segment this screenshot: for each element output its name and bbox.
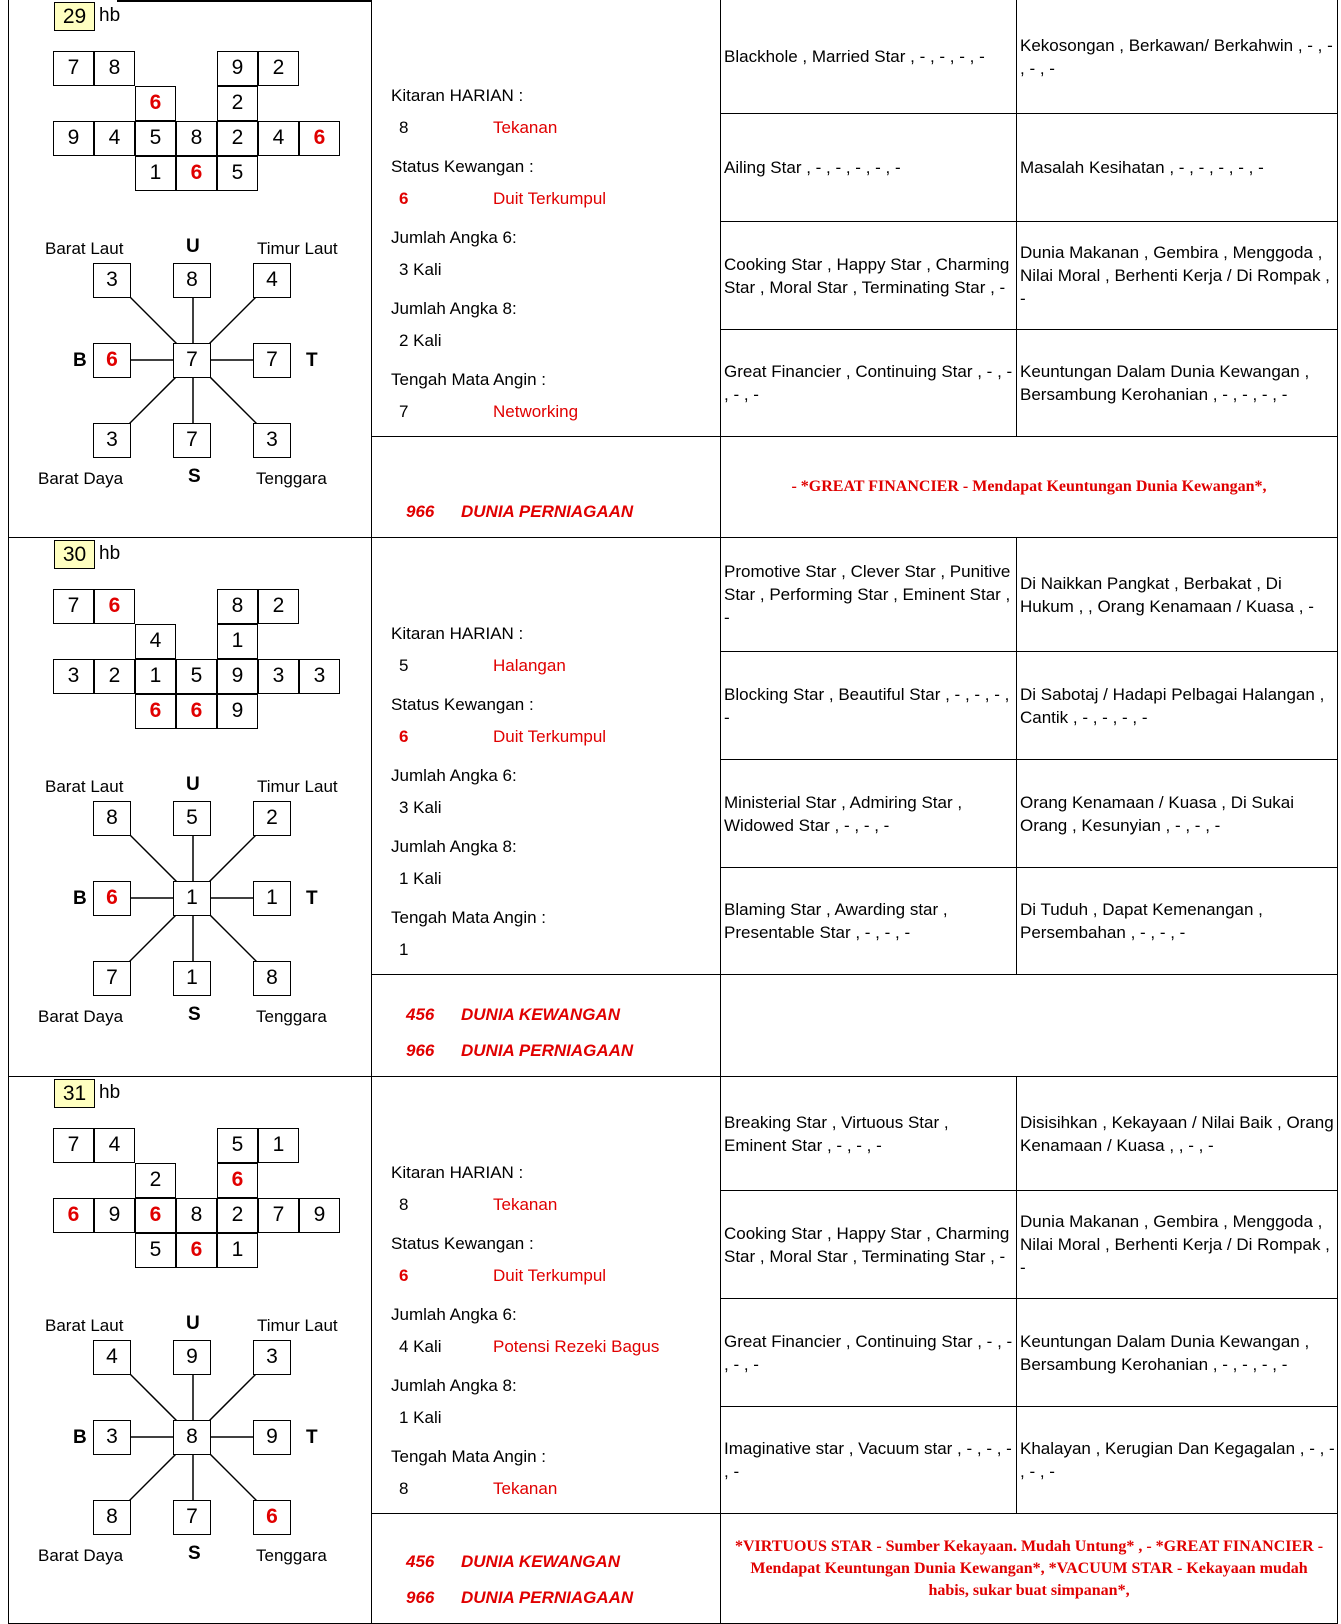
- star-english: Cooking Star , Happy Star , Charming Star , Moral Star , Terminating Star , -: [721, 222, 1017, 329]
- star-malay: Di Tuduh , Dapat Kemenangan , Persembahan , - , - , -: [1020, 900, 1263, 942]
- direction-east: T: [306, 888, 318, 909]
- star-english: Great Financier , Continuing Star , - , - , - , -: [721, 1299, 1017, 1406]
- status-kewangan-label: Status Kewangan :: [391, 157, 534, 176]
- jumlah-angka-6-label: Jumlah Angka 6:: [391, 766, 517, 785]
- status-kewangan-value: 6: [399, 189, 409, 208]
- star-english: Breaking Star , Virtuous Star , Eminent Star , - , - , -: [721, 1077, 1017, 1190]
- summary-code: 966: [406, 502, 435, 521]
- status-kewangan-value: 6: [399, 727, 409, 746]
- direction-north: U: [186, 1313, 200, 1334]
- jumlah-angka-8-label: Jumlah Angka 8:: [391, 299, 517, 318]
- compass-cell-c: 1: [173, 881, 211, 916]
- star-row: [721, 0, 1338, 114]
- star-english: Great Financier , Continuing Star , - , - , - , -: [721, 330, 1017, 436]
- day-diagram-panel: [8, 0, 372, 538]
- compass-cell-sw: 8: [93, 1500, 131, 1535]
- grid-cell: 6: [135, 1198, 176, 1233]
- compass-cell-se: 8: [253, 961, 291, 996]
- compass-cell-sw: 7: [93, 961, 131, 996]
- star-notes: - *GREAT FINANCIER - Mendapat Keuntungan Dunia Kewangan*,: [721, 437, 1338, 538]
- grid-cell: 6: [176, 1233, 217, 1268]
- compass-cell-n: 8: [173, 263, 211, 298]
- star-malay: Dunia Makanan , Gembira , Menggoda , Nilai Moral , Berhenti Kerja / Di Rompak , -: [1020, 1212, 1330, 1277]
- compass-cell-n: 9: [173, 1340, 211, 1375]
- star-english: Blackhole , Married Star , - , - , - , -: [721, 0, 1017, 113]
- grid-cell: 6: [94, 589, 135, 624]
- kitaran-harian-label: Kitaran HARIAN :: [391, 86, 524, 105]
- stars-table: [721, 538, 1338, 975]
- grid-cell: 8: [217, 589, 258, 624]
- star-malay: Kekosongan , Berkawan/ Berkahwin , - , - , - , -: [1020, 35, 1333, 78]
- tengah-mata-angin-label: Tengah Mata Angin :: [391, 908, 547, 927]
- star-row: [721, 114, 1338, 222]
- numerology-info: [372, 538, 721, 975]
- compass-cell-e: 7: [253, 343, 291, 378]
- grid-cell: 1: [217, 1233, 258, 1268]
- jumlah-angka-6-meaning: Potensi Rezeki Bagus: [493, 1337, 660, 1356]
- jumlah-angka-8-value: 2 Kali: [399, 331, 442, 350]
- compass-cell-s: 7: [173, 423, 211, 458]
- direction-southeast: Tenggara: [256, 469, 327, 488]
- direction-northwest: Barat Laut: [45, 777, 124, 796]
- grid-cell: 6: [176, 694, 217, 729]
- day-diagram-panel: [8, 538, 372, 1077]
- grid-cell: 8: [176, 121, 217, 156]
- stars-table: [721, 1077, 1338, 1514]
- compass-cell-w: 6: [93, 343, 131, 378]
- star-malay: Di Naikkan Pangkat , Berbakat , Di Hukum , , Orang Kenamaan / Kuasa , -: [1020, 573, 1314, 616]
- grid-cell: 7: [53, 1128, 94, 1163]
- tengah-mata-angin-meaning: Networking: [493, 402, 579, 421]
- grid-cell: 9: [217, 659, 258, 694]
- grid-cell: 3: [258, 659, 299, 694]
- tengah-mata-angin-label: Tengah Mata Angin :: [391, 370, 547, 389]
- grid-cell: 2: [94, 659, 135, 694]
- star-row: [721, 760, 1338, 868]
- grid-cell: 1: [217, 624, 258, 659]
- numerology-info: [372, 1077, 721, 1514]
- day-diagram-panel: [8, 1077, 372, 1624]
- compass-cell-ne: 3: [253, 1340, 291, 1375]
- summary-text: DUNIA PERNIAGAAN: [461, 502, 634, 521]
- direction-southwest: Barat Daya: [38, 1546, 124, 1565]
- direction-south: S: [188, 1543, 201, 1564]
- summary-line: [406, 1588, 633, 1608]
- tengah-mata-angin-value: 1: [399, 940, 409, 959]
- direction-southwest: Barat Daya: [38, 469, 124, 488]
- grid-cell: 4: [258, 121, 299, 156]
- grid-cell: 5: [217, 1128, 258, 1163]
- status-kewangan-meaning: Duit Terkumpul: [493, 1266, 607, 1285]
- star-malay: Dunia Makanan , Gembira , Menggoda , Nilai Moral , Berhenti Kerja / Di Rompak , -: [1020, 243, 1330, 308]
- direction-northeast: Timur Laut: [257, 239, 338, 258]
- grid-cell: 1: [135, 156, 176, 191]
- star-row: [721, 1077, 1338, 1191]
- summary-line: [406, 1552, 620, 1572]
- grid-cell: 5: [135, 1233, 176, 1268]
- direction-west: B: [73, 350, 87, 371]
- status-kewangan-value: 6: [399, 1266, 409, 1285]
- summary-text: DUNIA KEWANGAN: [461, 1005, 620, 1024]
- summary-code: 456: [406, 1552, 435, 1571]
- summary-box: [372, 1514, 721, 1624]
- star-english: Blocking Star , Beautiful Star , - , - , - , -: [721, 652, 1017, 759]
- star-row: [721, 652, 1338, 760]
- summary-text: DUNIA KEWANGAN: [461, 1552, 620, 1571]
- stars-table: [721, 0, 1338, 437]
- grid-cell: 3: [53, 659, 94, 694]
- grid-cell: 2: [217, 121, 258, 156]
- day-section: [8, 538, 1338, 1077]
- compass-cell-ne: 4: [253, 263, 291, 298]
- star-row: [721, 1299, 1338, 1407]
- day-section: [8, 0, 1338, 538]
- summary-code: 966: [406, 1041, 435, 1060]
- tengah-mata-angin-meaning: Tekanan: [493, 1479, 558, 1498]
- kitaran-harian-value: 8: [399, 1195, 409, 1214]
- grid-cell: 9: [94, 1198, 135, 1233]
- jumlah-angka-6-label: Jumlah Angka 6:: [391, 228, 517, 247]
- jumlah-angka-6-value: 3 Kali: [399, 260, 442, 279]
- star-malay: Masalah Kesihatan , - , - , - , - , -: [1020, 158, 1264, 177]
- summary-code: 456: [406, 1005, 435, 1024]
- direction-southwest: Barat Daya: [38, 1007, 124, 1026]
- grid-cell: 4: [94, 121, 135, 156]
- star-malay: Orang Kenamaan / Kuasa , Di Sukai Orang , Kesunyian , - , - , -: [1020, 792, 1295, 835]
- direction-northwest: Barat Laut: [45, 1316, 124, 1335]
- grid-cell: 2: [135, 1163, 176, 1198]
- numerology-info: [372, 0, 721, 437]
- star-row: [721, 330, 1338, 437]
- grid-cell: 2: [217, 86, 258, 121]
- status-kewangan-label: Status Kewangan :: [391, 695, 534, 714]
- direction-northeast: Timur Laut: [257, 777, 338, 796]
- jumlah-angka-8-value: 1 Kali: [399, 1408, 442, 1427]
- direction-southeast: Tenggara: [256, 1007, 327, 1026]
- compass-cell-sw: 3: [93, 423, 131, 458]
- grid-cell: 3: [299, 659, 340, 694]
- star-malay: Di Sabotaj / Hadapi Pelbagai Halangan , Cantik , - , - , - , -: [1020, 684, 1325, 727]
- grid-cell: 5: [217, 156, 258, 191]
- jumlah-angka-6-value: 3 Kali: [399, 798, 442, 817]
- summary-text: DUNIA PERNIAGAAN: [461, 1041, 634, 1060]
- direction-north: U: [186, 236, 200, 257]
- grid-cell: 9: [299, 1198, 340, 1233]
- summary-line: [406, 502, 633, 522]
- star-row: [721, 222, 1338, 330]
- kitaran-harian-meaning: Halangan: [493, 656, 566, 675]
- day-number: 31: [54, 1079, 95, 1108]
- summary-text: DUNIA PERNIAGAAN: [461, 1588, 634, 1607]
- grid-cell: 7: [53, 589, 94, 624]
- compass-cell-s: 1: [173, 961, 211, 996]
- star-row: [721, 868, 1338, 975]
- summary-line: [406, 1005, 620, 1025]
- direction-south: S: [188, 1004, 201, 1025]
- direction-north: U: [186, 774, 200, 795]
- star-english: Ministerial Star , Admiring Star , Widowed Star , - , - , -: [721, 760, 1017, 867]
- direction-east: T: [306, 350, 318, 371]
- star-english: Blaming Star , Awarding star , Presentable Star , - , - , -: [721, 868, 1017, 974]
- compass-cell-nw: 8: [93, 801, 131, 836]
- star-malay: Keuntungan Dalam Dunia Kewangan , Bersambung Kerohanian , - , - , - , -: [1020, 362, 1310, 404]
- compass-cell-e: 9: [253, 1420, 291, 1455]
- compass-cell-w: 6: [93, 881, 131, 916]
- direction-east: T: [306, 1427, 318, 1448]
- grid-cell: 9: [217, 694, 258, 729]
- summary-box: [372, 975, 721, 1077]
- star-english: Imaginative star , Vacuum star , - , - , - , -: [721, 1407, 1017, 1513]
- kitaran-harian-value: 5: [399, 656, 409, 675]
- grid-cell: 5: [176, 659, 217, 694]
- compass-cell-se: 3: [253, 423, 291, 458]
- grid-cell: 1: [258, 1128, 299, 1163]
- jumlah-angka-8-label: Jumlah Angka 8:: [391, 837, 517, 856]
- day-number: 30: [54, 540, 95, 569]
- star-malay: Disisihkan , Kekayaan / Nilai Baik , Orang Kenamaan / Kuasa , , - , -: [1020, 1112, 1334, 1155]
- day-number: 29: [54, 2, 95, 31]
- hb-label: hb: [99, 5, 121, 26]
- grid-cell: 4: [135, 624, 176, 659]
- grid-cell: 6: [53, 1198, 94, 1233]
- grid-cell: 1: [135, 659, 176, 694]
- star-row: [721, 538, 1338, 652]
- tengah-mata-angin-value: 7: [399, 402, 409, 421]
- jumlah-angka-8-value: 1 Kali: [399, 869, 442, 888]
- grid-cell: 2: [217, 1198, 258, 1233]
- star-malay: Khalayan , Kerugian Dan Kegagalan , - , - , - , -: [1020, 1439, 1335, 1481]
- direction-west: B: [73, 1427, 87, 1448]
- grid-cell: 6: [135, 86, 176, 121]
- jumlah-angka-6-label: Jumlah Angka 6:: [391, 1305, 517, 1324]
- compass-cell-nw: 3: [93, 263, 131, 298]
- grid-cell: 4: [94, 1128, 135, 1163]
- grid-cell: 9: [217, 51, 258, 86]
- grid-cell: 8: [176, 1198, 217, 1233]
- compass-cell-ne: 2: [253, 801, 291, 836]
- kitaran-harian-meaning: Tekanan: [493, 118, 558, 137]
- summary-line: [406, 1041, 633, 1061]
- star-row: [721, 1407, 1338, 1514]
- grid-cell: 6: [176, 156, 217, 191]
- grid-cell: 2: [258, 589, 299, 624]
- hb-label: hb: [99, 543, 121, 564]
- status-kewangan-meaning: Duit Terkumpul: [493, 727, 607, 746]
- star-english: Cooking Star , Happy Star , Charming Star , Moral Star , Terminating Star , -: [721, 1191, 1017, 1298]
- jumlah-angka-8-label: Jumlah Angka 8:: [391, 1376, 517, 1395]
- summary-code: 966: [406, 1588, 435, 1607]
- kitaran-harian-value: 8: [399, 118, 409, 137]
- star-english: Promotive Star , Clever Star , Punitive Star , Performing Star , Eminent Star , -: [721, 538, 1017, 651]
- kitaran-harian-label: Kitaran HARIAN :: [391, 1163, 524, 1182]
- star-malay: Keuntungan Dalam Dunia Kewangan , Bersambung Kerohanian , - , - , - , -: [1020, 1331, 1310, 1374]
- grid-cell: 6: [299, 121, 340, 156]
- day-section: [8, 1077, 1338, 1624]
- compass-cell-s: 7: [173, 1500, 211, 1535]
- direction-northeast: Timur Laut: [257, 1316, 338, 1335]
- star-notes: [721, 975, 1338, 1077]
- kitaran-harian-label: Kitaran HARIAN :: [391, 624, 524, 643]
- grid-cell: 6: [135, 694, 176, 729]
- compass-cell-c: 8: [173, 1420, 211, 1455]
- grid-cell: 8: [94, 51, 135, 86]
- kitaran-harian-meaning: Tekanan: [493, 1195, 558, 1214]
- status-kewangan-meaning: Duit Terkumpul: [493, 189, 607, 208]
- direction-northwest: Barat Laut: [45, 239, 124, 258]
- grid-cell: 9: [53, 121, 94, 156]
- grid-cell: 2: [258, 51, 299, 86]
- tengah-mata-angin-label: Tengah Mata Angin :: [391, 1447, 547, 1466]
- grid-cell: 5: [135, 121, 176, 156]
- direction-southeast: Tenggara: [256, 1546, 327, 1565]
- compass-cell-e: 1: [253, 881, 291, 916]
- star-english: Ailing Star , - , - , - , - , -: [721, 114, 1017, 221]
- grid-cell: 7: [53, 51, 94, 86]
- grid-cell: 6: [217, 1163, 258, 1198]
- compass-cell-n: 5: [173, 801, 211, 836]
- star-notes: *VIRTUOUS STAR - Sumber Kekayaan. Mudah Untung* , - *GREAT FINANCIER - Mendapat Keuntungan Dunia Kewangan*, *VACUUM STAR - Kekayaan mudah habis, sukar buat simpanan*,: [721, 1514, 1338, 1624]
- compass-cell-w: 3: [93, 1420, 131, 1455]
- direction-west: B: [73, 888, 87, 909]
- grid-cell: 7: [258, 1198, 299, 1233]
- summary-box: [372, 437, 721, 538]
- jumlah-angka-6-value: 4 Kali: [399, 1337, 442, 1356]
- compass-cell-se: 6: [253, 1500, 291, 1535]
- compass-cell-c: 7: [173, 343, 211, 378]
- star-row: [721, 1191, 1338, 1299]
- direction-south: S: [188, 466, 201, 487]
- compass-cell-nw: 4: [93, 1340, 131, 1375]
- hb-label: hb: [99, 1082, 121, 1103]
- status-kewangan-label: Status Kewangan :: [391, 1234, 534, 1253]
- tengah-mata-angin-value: 8: [399, 1479, 409, 1498]
